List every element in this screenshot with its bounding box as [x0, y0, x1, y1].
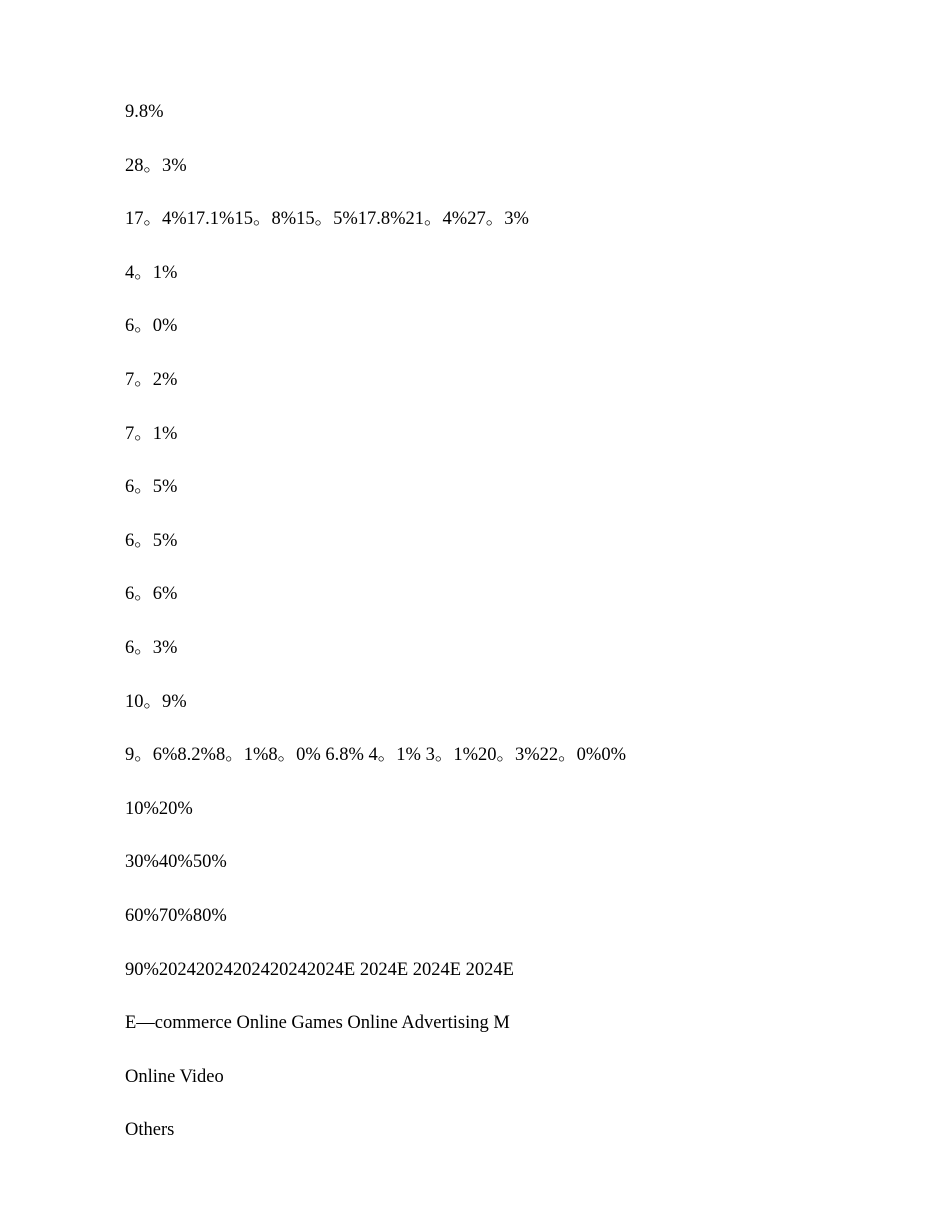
text-line: 10%20% — [125, 798, 193, 819]
text-line: 6。5% — [125, 530, 178, 551]
text-line: 9.8% — [125, 102, 164, 122]
text-line: 90%20242024202420242024E 2024E 2024E 2024E — [125, 959, 514, 980]
text-line: 9。6%8.2%8。1%8。0% 6.8% 4。1% 3。1%20。3%22。0%0% — [125, 745, 626, 766]
text-line: 7。1% — [125, 423, 178, 444]
text-line: 6。3% — [125, 637, 178, 658]
text-line: 10。9% — [125, 691, 187, 712]
text-line: 30%40%50% — [125, 852, 227, 873]
text-line: 17。4%17.1%15。8%15。5%17.8%21。4%27。3% — [125, 209, 529, 230]
text-lines — [125, 100, 905, 1172]
text-line: 60%70%80% — [125, 905, 227, 926]
text-line: 4。1% — [125, 262, 178, 283]
text-line: 6。0% — [125, 316, 178, 337]
text-line: E—commerce Online Games Online Advertising M — [125, 1013, 510, 1034]
text-line: 6。6% — [125, 584, 178, 605]
text-line: 6。5% — [125, 477, 178, 498]
text-line: 7。2% — [125, 369, 178, 390]
text-line: Online Video — [125, 1066, 224, 1087]
text-line: 28。3% — [125, 155, 187, 176]
text-line: Others — [125, 1120, 175, 1141]
